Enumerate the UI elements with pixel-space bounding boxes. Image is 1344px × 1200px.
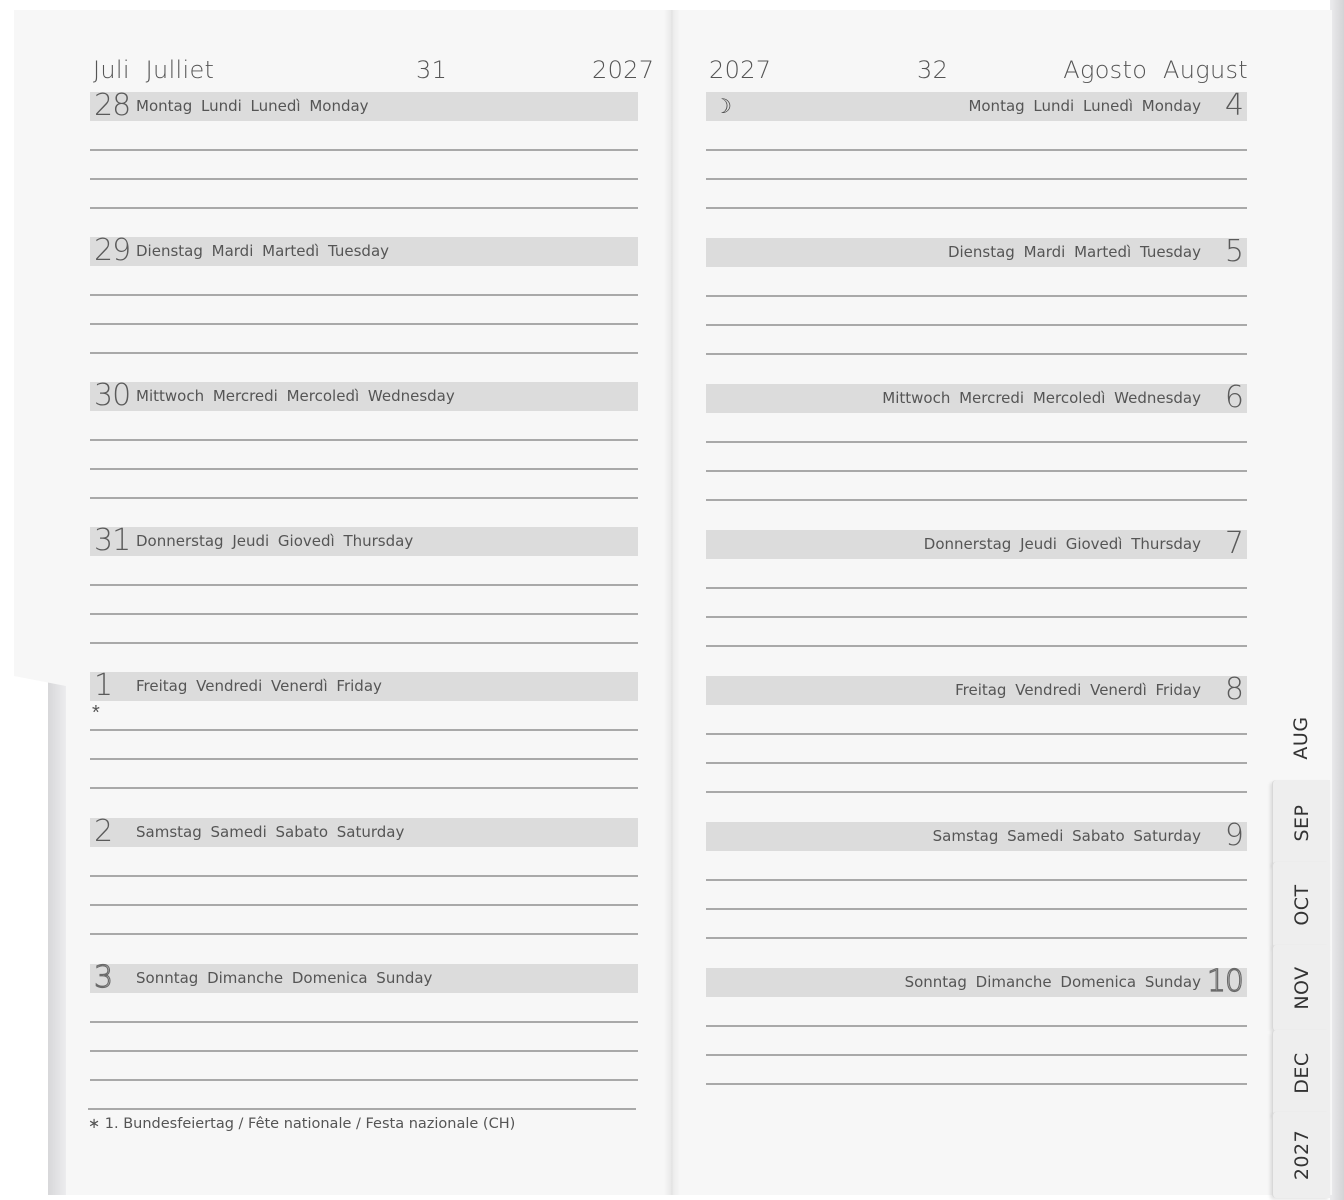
moon-phase-icon: ☽ xyxy=(714,96,732,118)
tab-label: SEP xyxy=(1290,804,1313,842)
writing-line xyxy=(706,908,1247,910)
right-year: 2027 xyxy=(709,56,772,84)
day-number: 31 xyxy=(94,523,131,558)
writing-line xyxy=(90,758,638,760)
writing-line xyxy=(90,642,638,644)
writing-line xyxy=(706,791,1247,793)
writing-line xyxy=(90,1079,638,1081)
tab-label: DEC xyxy=(1290,1052,1313,1094)
weekday-names: Sonntag Dimanche Domenica Sunday xyxy=(904,973,1201,991)
writing-line xyxy=(90,497,638,499)
weekday-names: Dienstag Mardi Martedì Tuesday xyxy=(947,243,1201,261)
writing-line xyxy=(90,439,638,441)
day-block-1[interactable] xyxy=(90,668,638,818)
day-number: 30 xyxy=(94,378,131,413)
tab-nov[interactable] xyxy=(1272,945,1330,1031)
day-number: 2 xyxy=(94,814,113,849)
writing-line xyxy=(706,470,1247,472)
writing-line xyxy=(706,1083,1247,1085)
writing-line xyxy=(706,178,1247,180)
writing-line xyxy=(88,1108,636,1110)
writing-line xyxy=(706,149,1247,151)
weekday-names: Sonntag Dimanche Domenica Sunday xyxy=(136,969,433,987)
left-month-title: Juli Julliet xyxy=(93,56,215,84)
writing-line xyxy=(90,468,638,470)
writing-line xyxy=(706,1025,1247,1027)
holiday-asterisk: * xyxy=(92,702,100,724)
day-number: 6 xyxy=(1224,380,1243,415)
weekday-names: Donnerstag Jeudi Giovedì Thursday xyxy=(923,535,1201,553)
day-number: 4 xyxy=(1224,88,1243,123)
day-number: 5 xyxy=(1224,234,1243,269)
day-block-4[interactable] xyxy=(706,88,1247,238)
tab-oct[interactable] xyxy=(1272,862,1330,948)
day-block-8[interactable] xyxy=(706,672,1247,822)
writing-line xyxy=(90,323,638,325)
day-number: 9 xyxy=(1224,818,1243,853)
day-block-2[interactable] xyxy=(90,814,638,964)
writing-line xyxy=(90,294,638,296)
page-stack-edge-left xyxy=(48,680,66,1195)
writing-line xyxy=(706,324,1247,326)
day-number: 10 xyxy=(1206,964,1243,999)
writing-line xyxy=(706,295,1247,297)
right-week-number: 32 xyxy=(917,56,949,84)
day-block-3[interactable] xyxy=(90,960,638,1110)
holiday-footnote: ∗ 1. Bundesfeiertag / Fête nationale / Festa nazionale (CH) xyxy=(88,1116,516,1132)
weekday-names: Mittwoch Mercredi Mercoledì Wednesday xyxy=(136,387,455,405)
writing-line xyxy=(90,875,638,877)
page-stack-edge-right xyxy=(1330,0,1344,1200)
writing-line xyxy=(90,729,638,731)
day-block-7[interactable] xyxy=(706,526,1247,676)
day-block-29[interactable] xyxy=(90,233,638,383)
writing-line xyxy=(706,645,1247,647)
weekday-names: Samstag Samedi Sabato Saturday xyxy=(932,827,1201,845)
tab-2027[interactable] xyxy=(1272,1112,1330,1198)
writing-line xyxy=(706,207,1247,209)
weekday-names: Freitag Vendredi Venerdì Friday xyxy=(136,677,382,695)
writing-line xyxy=(706,733,1247,735)
day-block-28[interactable] xyxy=(90,88,638,238)
tab-label: OCT xyxy=(1290,884,1313,926)
weekday-names: Donnerstag Jeudi Giovedì Thursday xyxy=(136,532,414,550)
left-week-number: 31 xyxy=(416,56,448,84)
writing-line xyxy=(706,937,1247,939)
day-block-30[interactable] xyxy=(90,378,638,528)
day-block-31[interactable] xyxy=(90,523,638,673)
writing-line xyxy=(90,1050,638,1052)
tab-dec[interactable] xyxy=(1272,1030,1330,1116)
right-month-title: Agosto August xyxy=(1063,56,1248,84)
day-block-6[interactable] xyxy=(706,380,1247,530)
writing-line xyxy=(90,1021,638,1023)
writing-line xyxy=(706,1054,1247,1056)
day-number: 28 xyxy=(94,88,131,123)
writing-line xyxy=(90,613,638,615)
day-block-9[interactable] xyxy=(706,818,1247,968)
weekday-names: Dienstag Mardi Martedì Tuesday xyxy=(136,242,390,260)
tab-label: AUG xyxy=(1290,716,1312,760)
writing-line xyxy=(90,787,638,789)
left-year: 2027 xyxy=(592,56,655,84)
day-block-5[interactable] xyxy=(706,234,1247,384)
day-number: 8 xyxy=(1224,672,1243,707)
writing-line xyxy=(90,178,638,180)
weekday-names: Mittwoch Mercredi Mercoledì Wednesday xyxy=(882,389,1201,407)
weekday-names: Samstag Samedi Sabato Saturday xyxy=(136,823,405,841)
writing-line xyxy=(706,879,1247,881)
writing-line xyxy=(90,207,638,209)
writing-line xyxy=(706,616,1247,618)
weekday-names: Freitag Vendredi Venerdì Friday xyxy=(955,681,1201,699)
book-gutter xyxy=(664,10,680,1195)
tab-aug[interactable] xyxy=(1272,695,1330,781)
writing-line xyxy=(90,584,638,586)
day-block-10[interactable] xyxy=(706,964,1247,1114)
writing-line xyxy=(706,762,1247,764)
day-number: 1 xyxy=(94,668,113,703)
writing-line xyxy=(90,904,638,906)
tab-label: 2027 xyxy=(1290,1129,1313,1181)
day-number: 3 xyxy=(94,960,113,995)
writing-line xyxy=(90,933,638,935)
writing-line xyxy=(706,353,1247,355)
day-number: 7 xyxy=(1224,526,1243,561)
writing-line xyxy=(90,149,638,151)
writing-line xyxy=(706,587,1247,589)
tab-label: NOV xyxy=(1290,966,1313,1010)
day-number: 29 xyxy=(94,233,131,268)
weekday-names: Montag Lundi Lunedì Monday xyxy=(136,97,369,115)
writing-line xyxy=(706,499,1247,501)
writing-line xyxy=(90,352,638,354)
weekday-names: Montag Lundi Lunedì Monday xyxy=(968,97,1201,115)
writing-line xyxy=(706,441,1247,443)
tab-sep[interactable] xyxy=(1272,780,1330,866)
